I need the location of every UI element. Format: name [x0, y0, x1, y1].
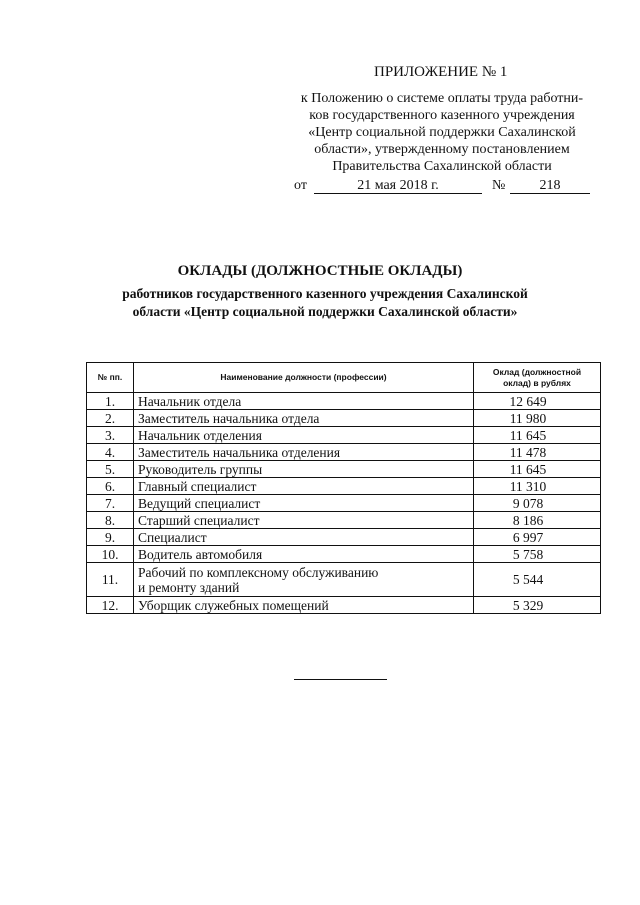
- row-salary: 11 645: [474, 427, 601, 444]
- row-salary: 11 980: [474, 410, 601, 427]
- row-position: Уборщик служебных помещений: [134, 597, 474, 614]
- row-salary: 11 645: [474, 461, 601, 478]
- row-number: 7.: [87, 495, 134, 512]
- row-position: Водитель автомобиля: [134, 546, 474, 563]
- table-row: [87, 410, 601, 427]
- row-salary: 11 478: [474, 444, 601, 461]
- row-position: Ведущий специалист: [134, 495, 474, 512]
- regulation-reference: [282, 90, 602, 175]
- table-row: [87, 597, 601, 614]
- approval-number: 218: [510, 178, 590, 194]
- row-salary: 8 186: [474, 512, 601, 529]
- row-position: Заместитель начальника отделения: [134, 444, 474, 461]
- row-number: 2.: [87, 410, 134, 427]
- header-salary-line: Оклад (должностной: [492, 366, 582, 377]
- table-row: [87, 546, 601, 563]
- table-header-row: [87, 363, 601, 393]
- subtitle-line: области «Центр социальной поддержки Сахалинской области»: [132, 304, 518, 319]
- regulation-line: к Положению о системе оплаты труда работни-: [300, 91, 584, 106]
- row-number: 9.: [87, 529, 134, 546]
- document-title: ОКЛАДЫ (ДОЛЖНОСТНЫЕ ОКЛАДЫ): [177, 263, 463, 279]
- row-number: 6.: [87, 478, 134, 495]
- closing-divider: [294, 679, 387, 680]
- row-number: 1.: [87, 393, 134, 410]
- row-position: [134, 563, 474, 597]
- header-salary: [474, 363, 601, 393]
- table-row: [87, 461, 601, 478]
- row-position: Заместитель начальника отдела: [134, 410, 474, 427]
- row-salary: 9 078: [474, 495, 601, 512]
- row-position: Главный специалист: [134, 478, 474, 495]
- row-position-line: и ремонту зданий: [138, 579, 240, 595]
- row-position: Начальник отделения: [134, 427, 474, 444]
- row-number: 8.: [87, 512, 134, 529]
- table-row: [87, 393, 601, 410]
- regulation-line: «Центр социальной поддержки Сахалинской: [308, 125, 576, 140]
- regulation-line: ков государственного казенного учреждения: [309, 108, 575, 123]
- header-position: Наименование должности (профессии): [134, 363, 474, 393]
- approval-date: 21 мая 2018 г.: [314, 178, 482, 194]
- row-position: Старший специалист: [134, 512, 474, 529]
- salary-table: [86, 362, 601, 614]
- table-row: [87, 444, 601, 461]
- row-position: Начальник отдела: [134, 393, 474, 410]
- table-row: [87, 478, 601, 495]
- row-salary: 5 758: [474, 546, 601, 563]
- row-position: Специалист: [134, 529, 474, 546]
- row-position-line: Рабочий по комплексному обслуживанию: [138, 564, 379, 580]
- row-salary: 5 329: [474, 597, 601, 614]
- header-salary-line: оклад) в рублях: [503, 377, 571, 388]
- table-row: [87, 529, 601, 546]
- from-label: от: [294, 178, 307, 193]
- appendix-title: ПРИЛОЖЕНИЕ № 1: [374, 64, 508, 80]
- approval-line: [294, 178, 594, 198]
- row-number: 5.: [87, 461, 134, 478]
- row-number: 10.: [87, 546, 134, 563]
- row-salary: 5 544: [474, 563, 601, 597]
- table-row: [87, 427, 601, 444]
- table-row: [87, 495, 601, 512]
- table-row: [87, 512, 601, 529]
- header-number: № пп.: [87, 363, 134, 393]
- regulation-line: Правительства Сахалинской области: [332, 159, 552, 174]
- row-number: 3.: [87, 427, 134, 444]
- row-position: Руководитель группы: [134, 461, 474, 478]
- row-number: 12.: [87, 597, 134, 614]
- row-number: 4.: [87, 444, 134, 461]
- document-subtitle: [90, 285, 560, 321]
- subtitle-line: работников государственного казенного учреждения Сахалинской: [122, 286, 528, 301]
- row-salary: 6 997: [474, 529, 601, 546]
- regulation-line: области», утвержденному постановлением: [314, 142, 570, 157]
- row-salary: 11 310: [474, 478, 601, 495]
- row-number: 11.: [87, 563, 134, 597]
- table-row: [87, 563, 601, 597]
- number-label: №: [492, 178, 506, 193]
- row-salary: 12 649: [474, 393, 601, 410]
